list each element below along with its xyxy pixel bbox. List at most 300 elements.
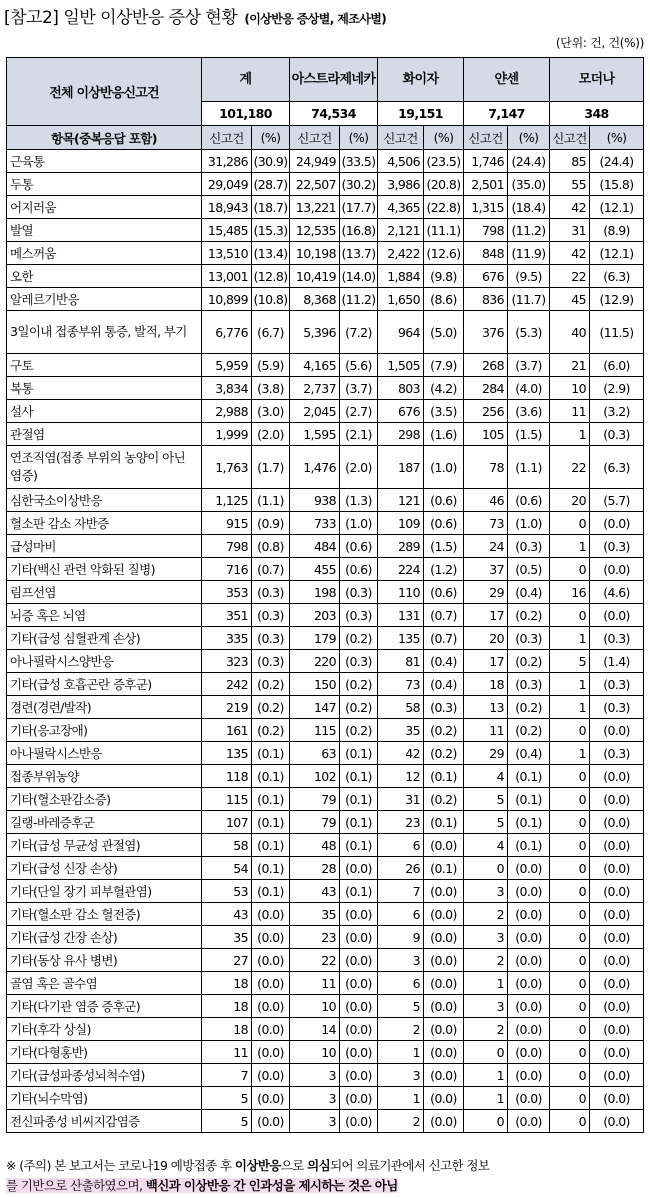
percent-cell: (0.0) [508, 1110, 550, 1133]
percent-cell: (12.9) [590, 288, 644, 311]
unit-label: (단위: 건, 건(%)) [555, 36, 644, 50]
table-row [7, 1018, 644, 1041]
table-row [7, 423, 644, 446]
count-cell: 121 [378, 489, 424, 512]
percent-cell: (1.7) [252, 446, 290, 489]
count-cell: 150 [290, 673, 340, 696]
percent-cell: (0.8) [252, 535, 290, 558]
pct-column-header: (%) [590, 126, 644, 150]
table-row [7, 489, 644, 512]
count-cell: 0 [550, 926, 590, 949]
row-item-label: 림프선염 [7, 581, 202, 604]
count-cell: 0 [550, 512, 590, 535]
percent-cell: (0.3) [590, 423, 644, 446]
count-cell: 4,365 [378, 196, 424, 219]
percent-cell: (0.0) [508, 1087, 550, 1110]
percent-cell: (0.0) [590, 765, 644, 788]
count-cell: 915 [202, 512, 252, 535]
count-cell: 40 [550, 311, 590, 354]
count-cell: 179 [290, 627, 340, 650]
percent-cell: (0.0) [340, 949, 378, 972]
table-row [7, 173, 644, 196]
count-cell: 335 [202, 627, 252, 650]
percent-cell: (0.3) [340, 650, 378, 673]
count-cell: 37 [464, 558, 508, 581]
disclaimer-note [6, 1156, 646, 1196]
percent-cell: (0.7) [424, 604, 464, 627]
count-cell: 5 [202, 1110, 252, 1133]
table-row [7, 995, 644, 1018]
percent-cell: (0.3) [508, 535, 550, 558]
count-cell: 2 [464, 1018, 508, 1041]
count-cell: 17 [464, 650, 508, 673]
count-cell: 0 [550, 1041, 590, 1064]
percent-cell: (20.8) [424, 173, 464, 196]
percent-cell: (0.3) [590, 742, 644, 765]
count-cell: 20 [464, 627, 508, 650]
table-row [7, 242, 644, 265]
company-header-total: 계 [202, 58, 290, 102]
table-row [7, 400, 644, 423]
table-row [7, 377, 644, 400]
row-item-label: 메스꺼움 [7, 242, 202, 265]
percent-cell: (0.0) [424, 1087, 464, 1110]
row-item-label: 전신파종성 비씨지감염증 [7, 1110, 202, 1133]
row-item-label: 길랭-바레증후군 [7, 811, 202, 834]
percent-cell: (0.4) [508, 581, 550, 604]
percent-cell: (0.2) [340, 627, 378, 650]
count-cell: 733 [290, 512, 340, 535]
percent-cell: (0.1) [252, 765, 290, 788]
count-column-header: 신고건 [464, 126, 508, 150]
row-item-label: 뇌증 혹은 뇌염 [7, 604, 202, 627]
percent-cell: (0.0) [508, 995, 550, 1018]
percent-cell: (0.0) [508, 972, 550, 995]
percent-cell: (2.0) [340, 446, 378, 489]
percent-cell: (12.1) [590, 196, 644, 219]
percent-cell: (3.7) [508, 354, 550, 377]
row-item-label: 발열 [7, 219, 202, 242]
percent-cell: (0.1) [340, 742, 378, 765]
count-cell: 58 [378, 696, 424, 719]
percent-cell: (0.3) [424, 696, 464, 719]
percent-cell: (0.0) [590, 949, 644, 972]
percent-cell: (0.0) [424, 1041, 464, 1064]
count-cell: 0 [550, 880, 590, 903]
table-row [7, 1110, 644, 1133]
percent-cell: (0.0) [590, 926, 644, 949]
percent-cell: (0.1) [508, 788, 550, 811]
percent-cell: (0.0) [252, 995, 290, 1018]
count-cell: 10,198 [290, 242, 340, 265]
count-cell: 6 [378, 972, 424, 995]
percent-cell: (0.0) [590, 972, 644, 995]
count-cell: 35 [290, 903, 340, 926]
count-cell: 22 [550, 446, 590, 489]
count-cell: 836 [464, 288, 508, 311]
percent-cell: (0.0) [508, 1064, 550, 1087]
total-count-janssen: 7,147 [464, 102, 550, 126]
count-cell: 161 [202, 719, 252, 742]
row-item-label: 기타(백신 관련 악화된 질병) [7, 558, 202, 581]
count-cell: 109 [378, 512, 424, 535]
percent-cell: (0.0) [590, 811, 644, 834]
percent-cell: (0.0) [340, 1110, 378, 1133]
count-cell: 676 [464, 265, 508, 288]
row-item-label: 급성마비 [7, 535, 202, 558]
count-cell: 3 [464, 995, 508, 1018]
percent-cell: (3.8) [252, 377, 290, 400]
count-cell: 10,899 [202, 288, 252, 311]
percent-cell: (0.1) [508, 834, 550, 857]
percent-cell: (0.0) [508, 926, 550, 949]
table-row [7, 765, 644, 788]
percent-cell: (2.7) [340, 400, 378, 423]
percent-cell: (0.1) [424, 811, 464, 834]
count-cell: 118 [202, 765, 252, 788]
percent-cell: (0.0) [252, 949, 290, 972]
percent-cell: (0.3) [508, 627, 550, 650]
count-cell: 13,510 [202, 242, 252, 265]
percent-cell: (0.1) [424, 765, 464, 788]
count-cell: 848 [464, 242, 508, 265]
percent-cell: (0.2) [340, 719, 378, 742]
percent-cell: (0.3) [590, 696, 644, 719]
total-count-moderna: 348 [550, 102, 644, 126]
count-cell: 3,834 [202, 377, 252, 400]
percent-cell: (0.2) [252, 696, 290, 719]
count-cell: 2,501 [464, 173, 508, 196]
percent-cell: (0.1) [252, 788, 290, 811]
table-row [7, 673, 644, 696]
count-cell: 81 [378, 650, 424, 673]
row-item-label: 두통 [7, 173, 202, 196]
count-cell: 1,315 [464, 196, 508, 219]
count-cell: 18,943 [202, 196, 252, 219]
count-cell: 10 [290, 995, 340, 1018]
count-cell: 0 [464, 1110, 508, 1133]
percent-cell: (0.2) [424, 742, 464, 765]
percent-cell: (6.0) [590, 354, 644, 377]
pct-column-header: (%) [508, 126, 550, 150]
percent-cell: (3.5) [424, 400, 464, 423]
count-cell: 1,595 [290, 423, 340, 446]
row-item-label: 기타(응고장애) [7, 719, 202, 742]
count-cell: 289 [378, 535, 424, 558]
percent-cell: (1.5) [508, 423, 550, 446]
table-row [7, 742, 644, 765]
percent-cell: (5.9) [252, 354, 290, 377]
count-cell: 2,045 [290, 400, 340, 423]
percent-cell: (14.0) [340, 265, 378, 288]
count-cell: 0 [550, 834, 590, 857]
adverse-reaction-table [6, 57, 644, 1133]
percent-cell: (5.0) [424, 311, 464, 354]
count-cell: 6,776 [202, 311, 252, 354]
percent-cell: (0.0) [590, 903, 644, 926]
percent-cell: (0.0) [340, 857, 378, 880]
percent-cell: (9.8) [424, 265, 464, 288]
table-row [7, 446, 644, 489]
row-item-label: 기타(동상 유사 병변) [7, 949, 202, 972]
percent-cell: (6.7) [252, 311, 290, 354]
count-cell: 11 [550, 400, 590, 423]
count-cell: 0 [550, 1087, 590, 1110]
count-cell: 23 [378, 811, 424, 834]
count-cell: 220 [290, 650, 340, 673]
table-row [7, 696, 644, 719]
percent-cell: (9.5) [508, 265, 550, 288]
count-cell: 0 [550, 558, 590, 581]
count-cell: 1 [550, 535, 590, 558]
percent-cell: (0.1) [508, 765, 550, 788]
percent-cell: (0.0) [252, 926, 290, 949]
percent-cell: (12.1) [590, 242, 644, 265]
count-cell: 13,001 [202, 265, 252, 288]
count-cell: 187 [378, 446, 424, 489]
count-cell: 1,763 [202, 446, 252, 489]
percent-cell: (4.0) [508, 377, 550, 400]
pct-column-header: (%) [252, 126, 290, 150]
count-cell: 135 [202, 742, 252, 765]
table-row [7, 535, 644, 558]
percent-cell: (0.4) [424, 650, 464, 673]
percent-cell: (0.1) [340, 765, 378, 788]
count-cell: 3 [378, 949, 424, 972]
table-row [7, 288, 644, 311]
count-cell: 48 [290, 834, 340, 857]
item-column-header: 항목(중복응답 포함) [7, 126, 202, 150]
count-cell: 3 [378, 1064, 424, 1087]
percent-cell: (33.5) [340, 150, 378, 173]
count-cell: 0 [550, 1018, 590, 1041]
table-row [7, 219, 644, 242]
disclaimer-bold-3: 백신과 이상반응 간 인과성을 제시하는 것은 아님 [145, 1178, 398, 1193]
count-cell: 2 [378, 1110, 424, 1133]
row-item-label: 기타(급성 심혈관계 손상) [7, 627, 202, 650]
percent-cell: (18.7) [252, 196, 290, 219]
count-cell: 376 [464, 311, 508, 354]
count-cell: 11 [202, 1041, 252, 1064]
count-cell: 147 [290, 696, 340, 719]
count-cell: 268 [464, 354, 508, 377]
count-column-header: 신고건 [550, 126, 590, 150]
percent-cell: (22.8) [424, 196, 464, 219]
percent-cell: (1.5) [424, 535, 464, 558]
percent-cell: (0.0) [424, 834, 464, 857]
count-cell: 5,396 [290, 311, 340, 354]
count-cell: 198 [290, 581, 340, 604]
count-cell: 455 [290, 558, 340, 581]
percent-cell: (30.9) [252, 150, 290, 173]
count-cell: 4 [464, 834, 508, 857]
count-cell: 31 [550, 219, 590, 242]
count-cell: 7 [202, 1064, 252, 1087]
disclaimer-text-1: ※ (주의) 본 보고서는 코로나19 예방접종 후 [6, 1158, 235, 1173]
row-item-label: 오한 [7, 265, 202, 288]
percent-cell: (6.3) [590, 265, 644, 288]
percent-cell: (0.0) [424, 949, 464, 972]
percent-cell: (13.7) [340, 242, 378, 265]
count-cell: 131 [378, 604, 424, 627]
percent-cell: (0.2) [340, 696, 378, 719]
count-cell: 6 [378, 903, 424, 926]
percent-cell: (0.0) [590, 558, 644, 581]
count-cell: 5 [464, 811, 508, 834]
row-item-label: 설사 [7, 400, 202, 423]
percent-cell: (8.9) [590, 219, 644, 242]
count-cell: 3 [290, 1087, 340, 1110]
count-cell: 115 [290, 719, 340, 742]
count-cell: 2 [464, 903, 508, 926]
percent-cell: (1.6) [424, 423, 464, 446]
percent-cell: (0.0) [590, 719, 644, 742]
percent-cell: (30.2) [340, 173, 378, 196]
count-cell: 0 [550, 788, 590, 811]
percent-cell: (0.1) [340, 834, 378, 857]
count-cell: 203 [290, 604, 340, 627]
row-item-label: 기타(혈소판 감소 혈전증) [7, 903, 202, 926]
title-main: [참고2] 일반 이상반응 증상 현황 [4, 8, 238, 28]
percent-cell: (5.3) [508, 311, 550, 354]
count-cell: 798 [464, 219, 508, 242]
percent-cell: (3.2) [590, 400, 644, 423]
percent-cell: (0.3) [252, 604, 290, 627]
percent-cell: (1.2) [424, 558, 464, 581]
percent-cell: (0.3) [590, 673, 644, 696]
count-cell: 3 [290, 1064, 340, 1087]
row-item-label: 기타(혈소판감소증) [7, 788, 202, 811]
percent-cell: (0.0) [252, 1018, 290, 1041]
table-row [7, 196, 644, 219]
percent-cell: (0.0) [508, 1018, 550, 1041]
count-cell: 5 [378, 995, 424, 1018]
table-row [7, 880, 644, 903]
percent-cell: (0.0) [340, 972, 378, 995]
percent-cell: (2.1) [340, 423, 378, 446]
table-row [7, 1064, 644, 1087]
percent-cell: (11.7) [508, 288, 550, 311]
table-row [7, 311, 644, 354]
percent-cell: (1.3) [340, 489, 378, 512]
percent-cell: (24.4) [590, 150, 644, 173]
percent-cell: (0.0) [590, 995, 644, 1018]
count-cell: 353 [202, 581, 252, 604]
count-cell: 115 [202, 788, 252, 811]
percent-cell: (1.0) [340, 512, 378, 535]
percent-cell: (1.1) [252, 489, 290, 512]
row-item-label: 복통 [7, 377, 202, 400]
percent-cell: (1.1) [508, 446, 550, 489]
company-header-janssen: 얀센 [464, 58, 550, 102]
count-cell: 5 [464, 788, 508, 811]
percent-cell: (15.8) [590, 173, 644, 196]
percent-cell: (0.1) [252, 834, 290, 857]
count-cell: 2,737 [290, 377, 340, 400]
count-cell: 79 [290, 811, 340, 834]
percent-cell: (3.0) [252, 400, 290, 423]
percent-cell: (0.2) [340, 673, 378, 696]
count-cell: 1,476 [290, 446, 340, 489]
count-cell: 58 [202, 834, 252, 857]
count-cell: 219 [202, 696, 252, 719]
disclaimer-bold-2: 의심 [307, 1158, 331, 1173]
row-item-label: 구토 [7, 354, 202, 377]
percent-cell: (0.4) [508, 742, 550, 765]
row-item-label: 기타(다형홍반) [7, 1041, 202, 1064]
percent-cell: (2.9) [590, 377, 644, 400]
count-cell: 351 [202, 604, 252, 627]
count-cell: 22 [550, 265, 590, 288]
count-cell: 1 [550, 742, 590, 765]
percent-cell: (0.0) [590, 857, 644, 880]
row-item-label: 3일이내 접종부위 통증, 발적, 부기 [7, 311, 202, 354]
count-cell: 6 [378, 834, 424, 857]
total-count-astrazeneca: 74,534 [290, 102, 378, 126]
count-cell: 27 [202, 949, 252, 972]
count-cell: 22,507 [290, 173, 340, 196]
count-cell: 1 [550, 423, 590, 446]
row-item-label: 알레르기반응 [7, 288, 202, 311]
row-item-label: 근육통 [7, 150, 202, 173]
percent-cell: (0.7) [252, 558, 290, 581]
count-column-header: 신고건 [202, 126, 252, 150]
percent-cell: (0.6) [424, 489, 464, 512]
count-cell: 12,535 [290, 219, 340, 242]
count-cell: 2,988 [202, 400, 252, 423]
percent-cell: (15.3) [252, 219, 290, 242]
count-cell: 3 [464, 880, 508, 903]
count-cell: 5 [202, 1087, 252, 1110]
percent-cell: (0.2) [508, 650, 550, 673]
count-cell: 42 [550, 242, 590, 265]
percent-cell: (0.0) [252, 1087, 290, 1110]
total-count-pfizer: 19,151 [378, 102, 464, 126]
count-cell: 0 [550, 604, 590, 627]
table-row [7, 949, 644, 972]
count-cell: 323 [202, 650, 252, 673]
count-cell: 284 [464, 377, 508, 400]
count-cell: 0 [550, 949, 590, 972]
table-row [7, 354, 644, 377]
count-cell: 1,999 [202, 423, 252, 446]
total-reports-label: 전체 이상반응신고건 [7, 58, 202, 126]
table-row [7, 558, 644, 581]
count-cell: 1,746 [464, 150, 508, 173]
count-cell: 0 [550, 811, 590, 834]
percent-cell: (13.4) [252, 242, 290, 265]
percent-cell: (0.0) [590, 1018, 644, 1041]
count-cell: 110 [378, 581, 424, 604]
percent-cell: (0.2) [252, 673, 290, 696]
count-cell: 2,121 [378, 219, 424, 242]
percent-cell: (0.0) [508, 949, 550, 972]
percent-cell: (11.9) [508, 242, 550, 265]
percent-cell: (0.5) [508, 558, 550, 581]
count-cell: 12 [378, 765, 424, 788]
percent-cell: (0.4) [424, 673, 464, 696]
count-cell: 18 [202, 1018, 252, 1041]
count-cell: 102 [290, 765, 340, 788]
count-cell: 46 [464, 489, 508, 512]
count-cell: 22 [290, 949, 340, 972]
percent-cell: (0.0) [424, 1018, 464, 1041]
count-cell: 10 [290, 1041, 340, 1064]
percent-cell: (0.0) [590, 1087, 644, 1110]
percent-cell: (5.6) [340, 354, 378, 377]
percent-cell: (0.9) [252, 512, 290, 535]
percent-cell: (3.7) [340, 377, 378, 400]
